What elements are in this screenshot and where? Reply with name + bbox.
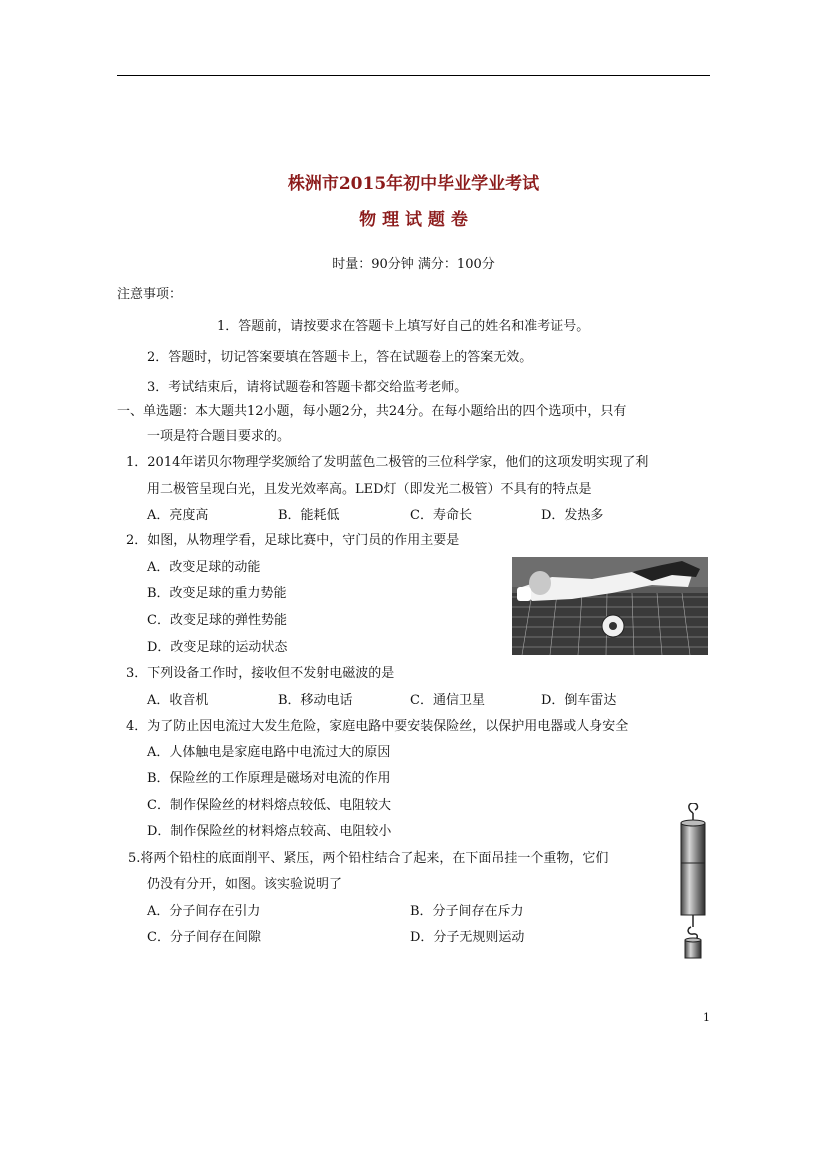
q3-option-d: D．倒车雷达: [541, 693, 617, 708]
q2-option-b: B．改变足球的重力势能: [147, 586, 287, 601]
question-1-text: 1．2014年诺贝尔物理学奖颁给了发明蓝色二极管的三位科学家，他们的这项发明实现了利: [126, 455, 649, 470]
exam-title: 株洲市2015年初中毕业学业考试: [287, 174, 540, 194]
q1-option-c: C．寿命长: [410, 508, 472, 523]
question-5-text-cont: 仍没有分开，如图。该实验说明了: [147, 877, 343, 892]
notes-heading: 注意事项：: [117, 287, 183, 302]
goalkeeper-photo: [512, 557, 708, 655]
note-item: 3．考试结束后，请将试题卷和答题卡都交给监考老师。: [147, 380, 468, 395]
q4-option-a: A．人体触电是家庭电路中电流过大的原因: [147, 745, 391, 760]
exam-meta: 时量：90分钟 满分：100分: [332, 257, 495, 272]
note-item: 2．答题时，切记答案要填在答题卡上，答在试题卷上的答案无效。: [147, 350, 533, 365]
q5-option-c: C．分子间存在间隙: [147, 930, 261, 945]
q2-option-d: D．改变足球的运动状态: [147, 640, 288, 655]
section-heading: 一、单选题：本大题共12小题，每小题2分，共24分。在每小题给出的四个选项中，只有: [117, 404, 627, 419]
q2-option-c: C．改变足球的弹性势能: [147, 613, 287, 628]
q3-option-a: A．收音机: [147, 693, 209, 708]
question-3-text: 3．下列设备工作时，接收但不发射电磁波的是: [126, 666, 395, 681]
q3-option-b: B．移动电话: [278, 693, 353, 708]
q3-option-c: C．通信卫星: [410, 693, 485, 708]
question-5-text: 5.将两个铅柱的底面削平、紧压，两个铅柱结合了起来，在下面吊挂一个重物，它们: [128, 851, 609, 866]
q1-option-d: D．发热多: [541, 508, 604, 523]
section-heading-cont: 一项是符合题目要求的。: [147, 429, 291, 444]
exam-subtitle: 物 理 试 题 卷: [359, 210, 468, 230]
q5-option-b: B．分子间存在斥力: [410, 904, 524, 919]
q4-option-d: D．制作保险丝的材料熔点较高、电阻较小: [147, 824, 392, 839]
lead-cylinders-figure: [672, 803, 714, 961]
q1-option-b: B．能耗低: [278, 508, 340, 523]
page-number: 1: [703, 1011, 710, 1024]
q1-option-a: A．亮度高: [147, 508, 209, 523]
q2-option-a: A．改变足球的动能: [147, 560, 261, 575]
q4-option-c: C．制作保险丝的材料熔点较低、电阻较大: [147, 798, 391, 813]
question-4-text: 4．为了防止因电流过大发生危险，家庭电路中要安装保险丝，以保护用电器或人身安全: [126, 719, 629, 734]
question-1-text-cont: 用二极管呈现白光，且发光效率高。LED灯（即发光二极管）不具有的特点是: [147, 482, 592, 497]
q5-option-a: A．分子间存在引力: [147, 904, 261, 919]
q4-option-b: B．保险丝的工作原理是磁场对电流的作用: [147, 771, 391, 786]
note-item: 1．答题前，请按要求在答题卡上填写好自己的姓名和准考证号。: [217, 319, 590, 334]
header-rule: [117, 75, 710, 76]
q5-option-d: D．分子无规则运动: [410, 930, 525, 945]
question-2-text: 2．如图，从物理学看，足球比赛中，守门员的作用主要是: [126, 533, 460, 548]
